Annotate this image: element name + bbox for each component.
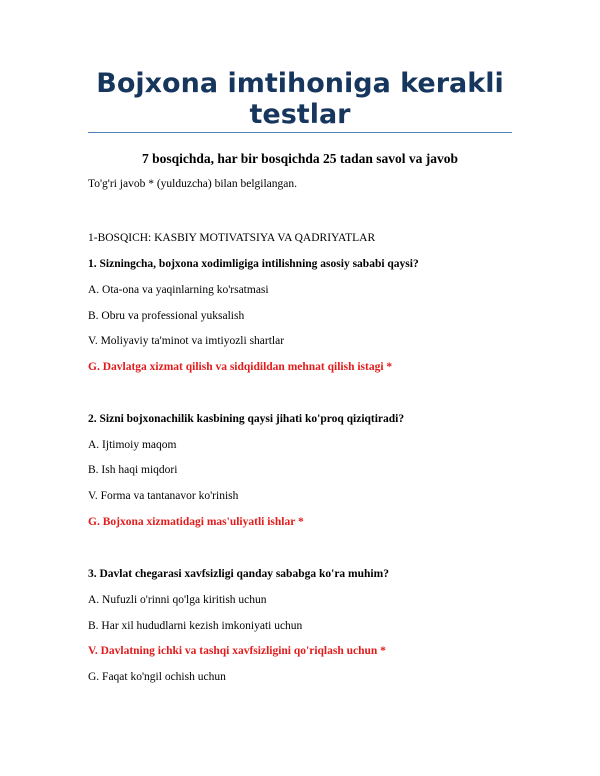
question-2-option-b: B. Ish haqi miqdori [88,464,178,476]
question-2-option-v: V. Forma va tantanavor ko'rinish [88,490,239,502]
question-1-option-v: V. Moliyaviy ta'minot va imtiyozli shartlar [88,335,285,347]
question-3: 3. Davlat chegarasi xavfsizligi qanday sababga ko'ra muhim? [88,568,389,580]
question-2: 2. Sizni bojxonachilik kasbining qaysi jihati ko'proq qiziqtiradi? [88,413,405,425]
legend-note: To'g'ri javob * (yulduzcha) bilan belgilangan. [88,178,297,190]
question-3-option-b: B. Har xil hududlarni kezish imkoniyati uchun [88,620,303,632]
question-1-option-a: A. Ota-ona va yaqinlarning ko'rsatmasi [88,284,269,296]
document-subtitle: 7 bosqichda, har bir bosqichda 25 tadan savol va javob [141,151,459,166]
question-2-correct-option: G. Bojxona xizmatidagi mas'uliyatli ishlar * [88,516,304,528]
question-1-correct-option: G. Davlatga xizmat qilish va sidqidildan mehnat qilish istagi * [88,361,393,373]
document-title: Bojxona imtihoniga kerakli testlar [96,68,504,130]
question-1: 1. Sizningcha, bojxona xodimligiga intilishning asosiy sababi qaysi? [88,258,419,270]
section-heading: 1-BOSQICH: KASBIY MOTIVATSIYA VA QADRIYATLAR [88,232,376,244]
question-3-option-a: A. Nufuzli o'rinni qo'lga kiritish uchun [88,594,267,606]
title-divider [88,132,512,133]
question-3-correct-option: V. Davlatning ichki va tashqi xavfsizligini qo'riqlash uchun * [88,645,386,657]
question-1-option-b: B. Obru va professional yuksalish [88,310,245,322]
question-3-option-g: G. Faqat ko'ngil ochish uchun [88,671,226,683]
question-2-option-a: A. Ijtimoiy maqom [88,439,177,451]
